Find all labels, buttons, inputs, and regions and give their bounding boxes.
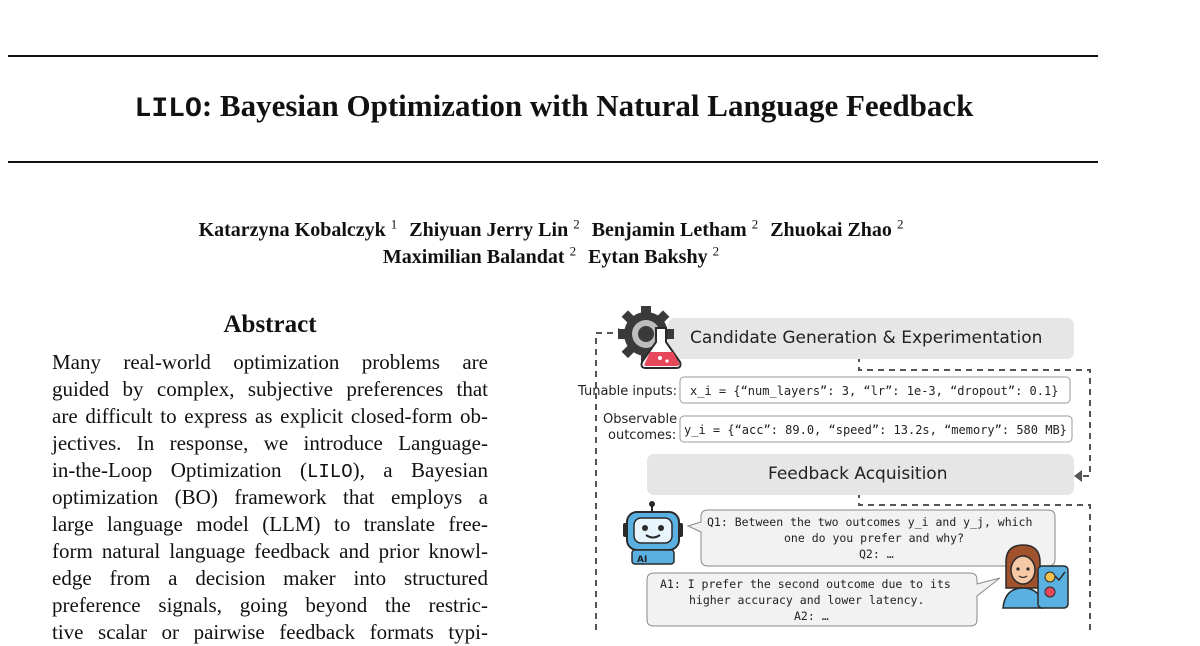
top-rule <box>8 55 1098 57</box>
abstract-text: form natural language feedback and prior knowl- <box>52 539 488 563</box>
person-icon <box>1003 545 1068 608</box>
author-affiliation: 2 <box>751 216 759 231</box>
candidate-box-label: Candidate Generation & Experimentation <box>690 328 1043 348</box>
robot-icon <box>623 501 683 565</box>
abstract-text: edge from a decision maker into structured <box>52 566 488 590</box>
author-affiliation: 1 <box>390 216 398 231</box>
abstract-line <box>52 619 488 646</box>
arrow-to-feedback <box>1074 470 1082 482</box>
abstract-text: tive scalar or pairwise feedback formats typi- <box>52 620 488 644</box>
ai-badge: AI <box>637 555 648 565</box>
observable-value: y_i = {“acc”: 89.0, “speed”: 13.2s, “memory”: 580 MB} <box>684 423 1067 437</box>
answer-line-3: A2: … <box>794 609 829 623</box>
abstract-text: in-the-Loop Optimization ( <box>52 458 307 482</box>
abstract-heading: Abstract <box>223 311 317 338</box>
abstract-line <box>52 457 488 484</box>
author <box>382 243 577 268</box>
abstract-text: jectives. In response, we introduce Language- <box>52 431 488 455</box>
abstract-text: large language model (LLM) to translate free- <box>52 512 488 536</box>
tunable-value: x_i = {“num_layers”: 3, “lr”: 1e-3, “dropout”: 0.1} <box>690 384 1059 398</box>
author-name: Zhuokai Zhao <box>770 218 892 241</box>
paper-title <box>0 88 1108 125</box>
title-code: LILO <box>134 94 202 125</box>
abstract-line <box>52 538 488 565</box>
authors-line-2 <box>0 237 1102 271</box>
author-name: Maximilian Balandat <box>382 245 565 268</box>
author-name: Katarzyna Kobalczyk <box>198 218 386 241</box>
abstract-line <box>52 430 488 457</box>
observable-label-1: Observable <box>603 412 678 427</box>
answer-line-1: A1: I prefer the second outcome due to its <box>660 577 951 591</box>
abstract-line <box>52 403 488 430</box>
abstract-line <box>52 349 488 376</box>
author-affiliation: 2 <box>712 243 720 258</box>
abstract-line <box>52 565 488 592</box>
gear-flask-icon <box>618 306 681 368</box>
method-name: LILO <box>306 461 353 483</box>
abstract-text: preference signals, going beyond the restric- <box>52 593 488 617</box>
title-rest: : Bayesian Optimization with Natural Language Feedback <box>201 88 974 123</box>
abstract-line <box>52 511 488 538</box>
author-name: Zhiyuan Jerry Lin <box>409 218 569 241</box>
observable-label-2: outcomes: <box>608 428 677 443</box>
abstract-line <box>52 592 488 619</box>
abstract-text: are difficult to express as explicit closed-form ob- <box>52 404 488 428</box>
abstract-line <box>52 376 488 403</box>
abstract-text: Many real-world optimization problems are <box>52 350 488 374</box>
abstract-body <box>52 349 488 644</box>
title-rule <box>8 161 1098 163</box>
author-affiliation: 2 <box>573 216 580 231</box>
abstract-text: ), a Bayesian <box>352 458 488 482</box>
abstract-text: guided by complex, subjective preferences that <box>52 377 488 401</box>
abstract-text: optimization (BO) framework that employs a <box>52 485 488 509</box>
author-name: Benjamin Letham <box>591 218 747 241</box>
tunable-label: Tunable inputs: <box>578 384 677 399</box>
question-line-3: Q2: … <box>859 547 894 561</box>
author-affiliation: 2 <box>896 216 904 231</box>
author-name: Eytan Bakshy <box>588 245 708 268</box>
abstract-line <box>52 484 488 511</box>
question-line-2: one do you prefer and why? <box>784 531 965 545</box>
author-affiliation: 2 <box>569 243 577 258</box>
feedback-box-label: Feedback Acquisition <box>768 464 948 484</box>
answer-line-2: higher accuracy and lower latency. <box>689 593 925 607</box>
author <box>588 243 720 268</box>
overview-figure <box>560 300 1100 630</box>
question-line-1: Q1: Between the two outcomes y_i and y_j, which <box>707 515 1033 529</box>
